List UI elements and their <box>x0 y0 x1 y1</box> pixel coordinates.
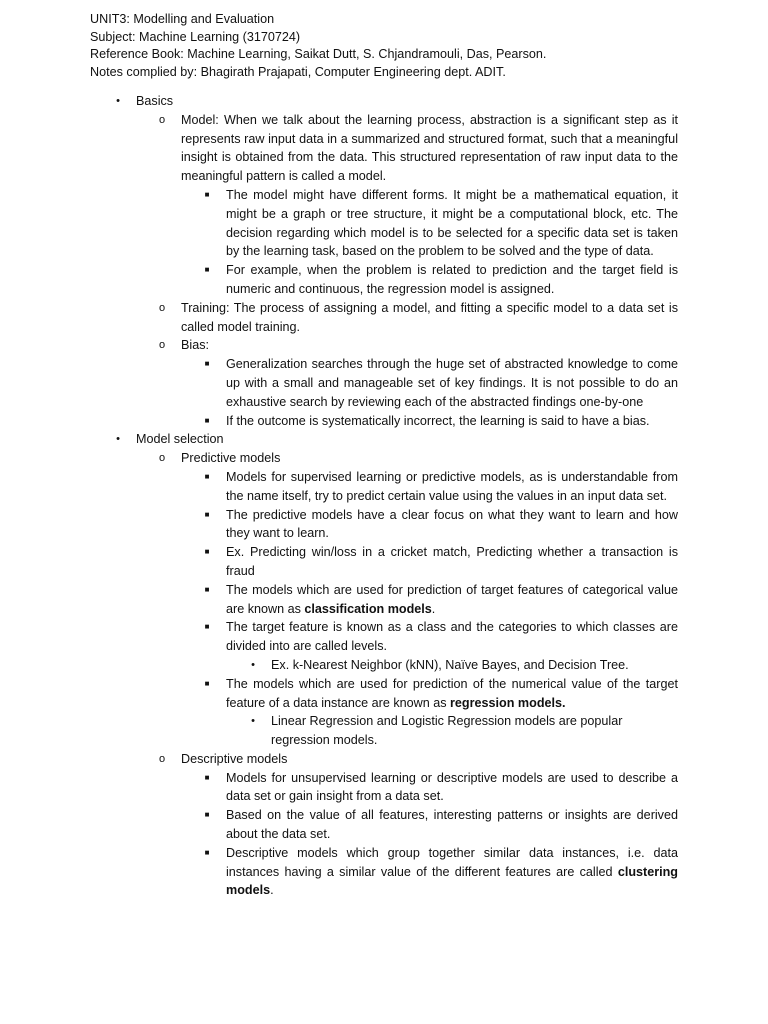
list-item-text: Ex. Predicting win/loss in a cricket match, Predicting whether a transaction is fraud <box>226 545 678 578</box>
list-item <box>0 806 768 844</box>
square-bullet-icon: ■ <box>204 772 210 782</box>
bullet-icon: • <box>116 433 120 446</box>
notes-credit-line: Notes complied by: Bhagirath Prajapati, Computer Engineering dept. ADIT. <box>90 64 506 79</box>
square-bullet-icon: ■ <box>204 471 210 481</box>
list-item-text: The predictive models have a clear focus on what they want to learn and how they want to learn. <box>226 507 678 541</box>
list-item <box>0 844 768 900</box>
unit-title: UNIT3: Modelling and Evaluation <box>90 12 275 26</box>
square-bullet-icon: ■ <box>204 359 210 369</box>
notes-body <box>0 92 768 900</box>
reference-line: Reference Book: Machine Learning, Saikat Dutt, S. Chjandramouli, Das, Pearson. <box>90 47 547 61</box>
list-item <box>0 543 768 581</box>
square-bullet-icon: ■ <box>204 189 210 199</box>
list-item <box>0 769 768 807</box>
section-model-selection <box>0 430 768 449</box>
document-header <box>90 11 710 81</box>
term-regression-models: regression models. <box>450 695 566 710</box>
list-item <box>0 412 768 431</box>
list-item <box>0 750 768 769</box>
square-bullet-icon: ■ <box>204 847 210 857</box>
circle-bullet-icon: o <box>158 339 166 352</box>
list-item <box>0 712 768 750</box>
square-bullet-icon: ■ <box>204 265 210 275</box>
list-item <box>0 336 768 355</box>
list-item <box>0 261 768 299</box>
subsection-title: Descriptive models <box>181 751 288 766</box>
list-item <box>0 111 768 186</box>
list-item-text: The target feature is known as a class and the categories to which classes are divided into are called levels. <box>226 620 678 654</box>
bullet-icon: • <box>251 658 255 671</box>
square-bullet-icon: ■ <box>204 415 210 425</box>
list-item-text: For example, when the problem is related to prediction and the target field is numeric and continuous, the regression model is assigned. <box>226 263 678 296</box>
square-bullet-icon: ■ <box>204 622 210 632</box>
list-item <box>0 675 768 713</box>
list-item <box>0 618 768 656</box>
subsection-title: Predictive models <box>181 451 281 466</box>
list-item-text: Descriptive models which group together similar data instances, i.e. data instances having a similar value of the different features are called <box>226 845 678 879</box>
square-bullet-icon: ■ <box>204 810 210 820</box>
circle-bullet-icon: o <box>158 113 166 126</box>
punctuation: . <box>431 601 436 616</box>
list-item-text: Based on the value of all features, interesting patterns or insights are derived about the data set. <box>226 808 678 842</box>
list-item <box>0 355 768 411</box>
list-item-text: Models for supervised learning or predictive models, as is understandable from the name itself, try to predict certain value using the values in an input data set. <box>226 469 678 503</box>
list-item-text: Ex. k-Nearest Neighbor (kNN), Naïve Bayes, and Decision Tree. <box>271 657 629 672</box>
square-bullet-icon: ■ <box>204 584 210 594</box>
section-basics <box>0 92 768 111</box>
list-item-text: Linear Regression and Logistic Regression models are popular regression models. <box>271 714 623 748</box>
list-item-text: The models which are used for prediction of target features of categorical value are known as <box>226 582 678 616</box>
list-item-text: Generalization searches through the huge set of abstracted knowledge to come up with a small and manageable set of key findings. It is not possible to do an exhaustive search by reviewing each of the abstracted findings one-by-one <box>226 357 678 409</box>
bullet-icon: • <box>251 715 255 728</box>
bias-heading: Bias: <box>181 338 209 353</box>
circle-bullet-icon: o <box>158 752 166 765</box>
section-title: Basics <box>136 94 174 108</box>
square-bullet-icon: ■ <box>204 547 210 557</box>
list-item-text: The model might have different forms. It might be a mathematical equation, it might be a graph or tree structure, it might be a computational block, etc. The decision regarding which model is to be selected for a specific data set is taken by the learning task, based on the problem to be solved and the type of data. <box>226 187 678 259</box>
list-item <box>0 468 768 506</box>
circle-bullet-icon: o <box>158 452 166 465</box>
training-definition: Training: The process of assigning a model, and fitting a specific model to a data set is called model training. <box>181 300 678 334</box>
list-item-text: Models for unsupervised learning or descriptive models are used to describe a data set or gain insight from a data set. <box>226 770 678 804</box>
list-item-text: The models which are used for prediction of the numerical value of the target feature of a data instance are known as <box>226 676 678 710</box>
term-classification-models: classification models <box>304 601 432 616</box>
term-clustering-models: clustering models <box>226 864 678 898</box>
square-bullet-icon: ■ <box>204 678 210 688</box>
list-item <box>0 186 768 261</box>
subject-line: Subject: Machine Learning (3170724) <box>90 29 301 44</box>
list-item <box>0 449 768 468</box>
punctuation: . <box>270 883 274 898</box>
section-title: Model selection <box>136 432 224 447</box>
list-item <box>0 299 768 337</box>
model-definition: Model: When we talk about the learning process, abstraction is a significant step as it represents raw input data in a summarized and structured format, such that a meaningful insight is obtained from the data. This structured representation of raw input data to the meaningful pattern is called a model. <box>181 112 678 184</box>
bullet-icon: • <box>116 95 120 107</box>
list-item-text: If the outcome is systematically incorrect, the learning is said to have a bias. <box>226 413 650 428</box>
square-bullet-icon: ■ <box>204 509 210 519</box>
circle-bullet-icon: o <box>158 301 166 314</box>
list-item <box>0 506 768 544</box>
list-item <box>0 581 768 619</box>
list-item <box>0 656 768 675</box>
